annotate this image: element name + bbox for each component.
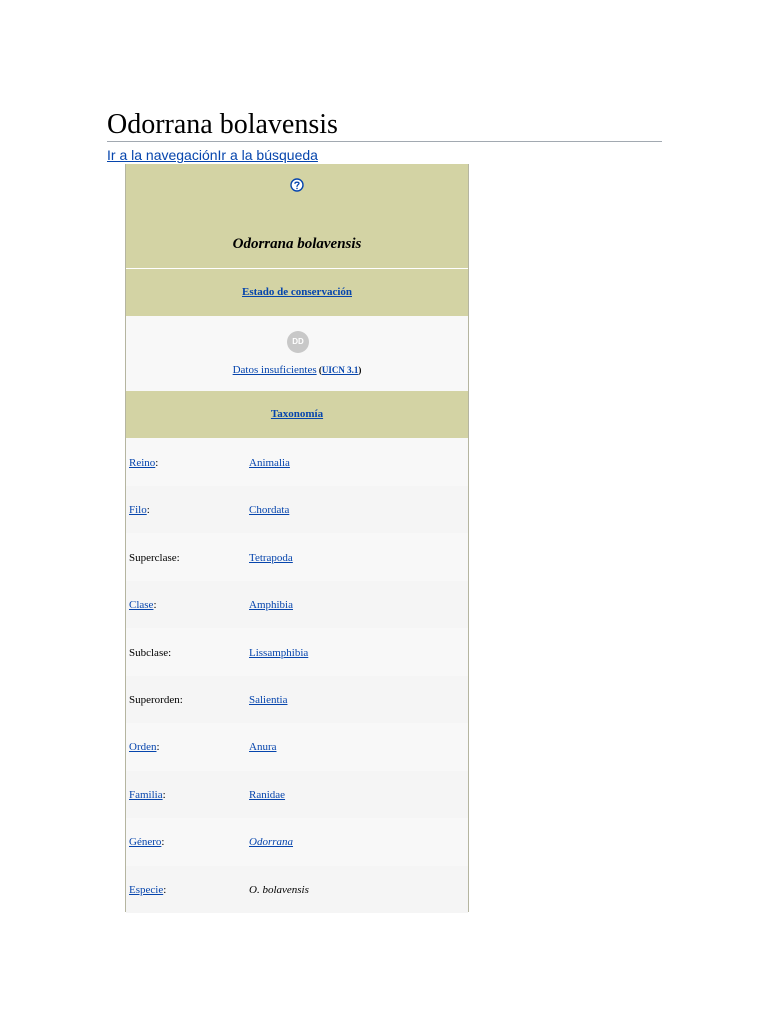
taxonomy-value xyxy=(249,884,309,896)
taxonomy-row xyxy=(126,629,468,676)
taxonomy-row xyxy=(126,818,468,865)
conservation-status-box xyxy=(126,317,468,391)
conservation-status-heading xyxy=(126,269,468,316)
taxonomy-value-text: O. bolavensis xyxy=(249,883,309,896)
taxonomy-rank xyxy=(129,504,150,516)
taxonomy-value-link[interactable]: Salientia xyxy=(249,694,288,706)
rank-colon: : xyxy=(168,646,172,659)
iucn-source-link[interactable]: UICN 3.1 xyxy=(321,365,359,375)
status-label-link[interactable]: Datos insuficientes xyxy=(232,364,317,376)
jump-to-search-link[interactable]: Ir a la búsqueda xyxy=(217,147,318,163)
rank-colon: : xyxy=(163,883,167,896)
taxonomy-row xyxy=(126,581,468,628)
rank-colon: : xyxy=(153,599,157,612)
taxonomy-value xyxy=(249,741,277,753)
taxonomy-rank-link[interactable]: Orden xyxy=(129,741,157,754)
status-source-open: ( xyxy=(316,365,322,375)
taxonomy-value-link[interactable]: Chordata xyxy=(249,504,290,517)
taxonomy-rank xyxy=(129,741,160,753)
taxonomy-value-link[interactable]: Lissamphibia xyxy=(249,646,309,659)
taxonomy-value xyxy=(249,504,289,516)
page-title: Odorrana bolavensis xyxy=(107,109,338,140)
taxonomy-heading xyxy=(126,391,468,438)
taxonomy-rank-link[interactable]: Familia xyxy=(129,788,163,801)
rank-colon: : xyxy=(161,836,165,849)
question-circle-icon[interactable] xyxy=(290,178,304,192)
taxonomy-rank xyxy=(129,884,166,896)
taxonomy-rank xyxy=(129,599,157,611)
taxonomy-value xyxy=(249,552,293,564)
taxobox-species-name: Odorrana bolavensis xyxy=(232,236,362,252)
taxonomy-row xyxy=(126,534,468,581)
taxonomy-rank xyxy=(129,694,183,706)
taxonomy-rank xyxy=(129,552,180,564)
taxonomy-row xyxy=(126,771,468,818)
taxonomy-value xyxy=(249,647,308,659)
taxonomy-value-link[interactable]: Tetrapoda xyxy=(249,551,293,564)
taxonomy-row xyxy=(126,723,468,770)
taxobox-header xyxy=(126,164,468,268)
taxonomy-rank-link[interactable]: Género xyxy=(129,836,162,849)
taxonomy-rank-link[interactable]: Clase xyxy=(129,599,154,612)
taxonomy-value-link[interactable]: Amphibia xyxy=(249,599,293,612)
taxonomy-row xyxy=(126,439,468,486)
jump-links xyxy=(107,146,318,164)
rank-colon: : xyxy=(179,694,183,706)
taxonomy-rank-label: Superorden xyxy=(129,694,180,706)
taxonomy-rank-link[interactable]: Especie xyxy=(129,883,164,896)
taxonomy-link[interactable]: Taxonomía xyxy=(270,408,324,420)
taxonomy-rank-label: Subclase xyxy=(129,646,169,659)
taxonomy-rank xyxy=(129,836,164,848)
status-source-close: ) xyxy=(358,365,362,375)
conservation-status-link[interactable]: Estado de conservación xyxy=(242,286,352,298)
taxonomy-row xyxy=(126,866,468,913)
data-deficient-badge: DD xyxy=(287,331,309,353)
taxonomy-rank xyxy=(129,647,171,659)
rank-colon: : xyxy=(176,551,180,564)
taxonomy-row xyxy=(126,486,468,533)
taxonomy-value xyxy=(249,789,285,801)
taxonomy-rank xyxy=(129,457,158,469)
taxonomy-value-link[interactable]: Animalia xyxy=(249,457,290,469)
taxonomy-value xyxy=(249,836,293,848)
taxonomy-value xyxy=(249,599,293,611)
taxonomy-rank-link[interactable]: Reino xyxy=(129,457,156,469)
taxonomy-rank-label: Superclase xyxy=(129,551,177,564)
jump-to-navigation-link[interactable]: Ir a la navegación xyxy=(107,147,218,163)
rank-colon: : xyxy=(155,457,159,469)
taxonomy-row xyxy=(126,676,468,723)
taxobox xyxy=(125,164,469,912)
taxonomy-rank-link[interactable]: Filo xyxy=(129,504,147,517)
rank-colon: : xyxy=(162,788,166,801)
taxonomy-rank xyxy=(129,789,166,801)
taxonomy-value-link[interactable]: Ranidae xyxy=(249,788,286,801)
title-divider xyxy=(107,141,662,142)
taxonomy-value-link[interactable]: Odorrana xyxy=(249,836,294,849)
taxonomy-value xyxy=(249,457,290,469)
conservation-status-text xyxy=(126,363,468,377)
rank-colon: : xyxy=(146,504,150,517)
taxonomy-value xyxy=(249,694,288,706)
taxonomy-value-link[interactable]: Anura xyxy=(249,741,277,754)
rank-colon: : xyxy=(156,741,160,754)
